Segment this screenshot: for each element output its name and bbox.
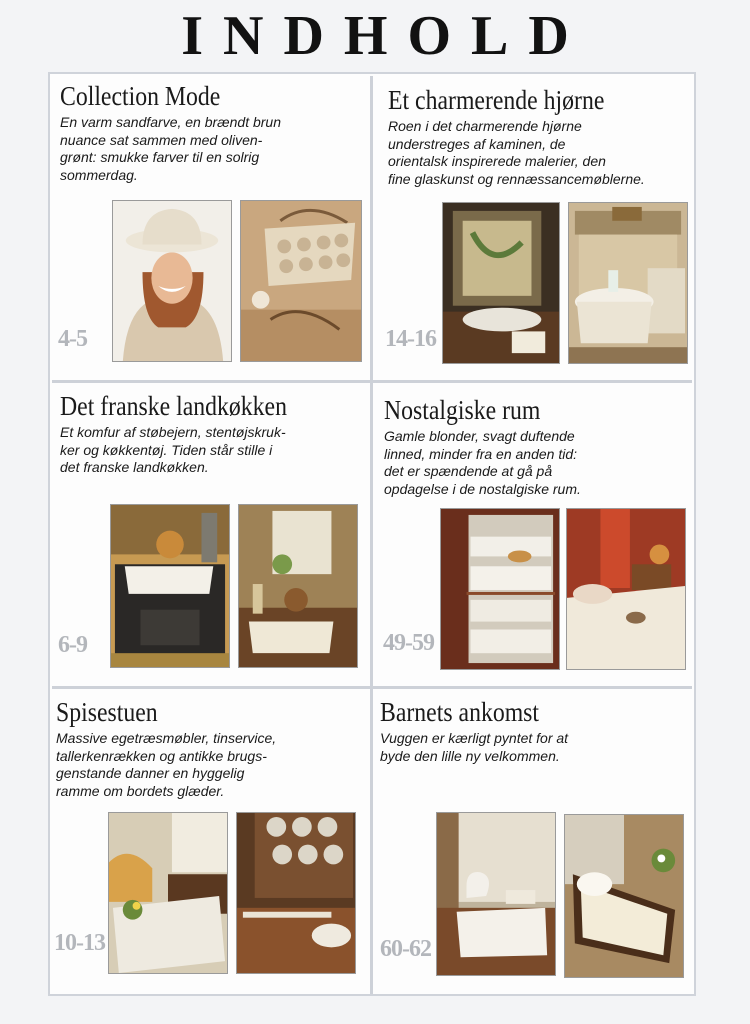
photo-crochet-bag <box>240 200 362 362</box>
photo-dining-table <box>108 812 228 974</box>
section-description: Et komfur af støbejern, stentøjskruk- ker og køkkentøj. Tiden står stille i det franske landkøkken. <box>60 424 286 475</box>
page-range: 14-16 <box>385 326 436 352</box>
section-title: Spisestuen <box>56 697 158 727</box>
section-description: Massive egetræsmøbler, tinservice, tallerkenrækken og antikke brugs- genstande danner en hyggelig ramme om bordets glæder. <box>56 730 277 799</box>
section-title: Det franske landkøkken <box>60 391 287 421</box>
section-description: Roen i det charmerende hjørne understreges af kaminen, de orientalsk inspirerede malerier, den fine glaskunst og rennæssancemøblerne. <box>388 118 645 187</box>
page-range: 4-5 <box>58 326 87 352</box>
photo-fireplace-table <box>442 202 560 364</box>
photo-linen-cupboard <box>440 508 560 670</box>
photo-woman-in-hat <box>112 200 232 362</box>
page-range: 10-13 <box>54 930 105 956</box>
page-range: 49-59 <box>383 630 434 656</box>
photo-cradle <box>564 814 684 978</box>
page-range: 6-9 <box>58 632 87 658</box>
photo-lace-bedspread <box>566 508 686 670</box>
row-divider-1 <box>52 380 692 383</box>
photo-washstand <box>436 812 556 976</box>
section-description: Vuggen er kærligt pyntet for at byde den lille ny velkommen. <box>380 730 569 764</box>
photo-plate-rack <box>236 812 356 974</box>
section-title: Et charmerende hjørne <box>388 85 605 115</box>
photo-kitchen-shelf <box>238 504 358 668</box>
section-title: Collection Mode <box>60 81 221 111</box>
section-description: En varm sandfarve, en brændt brun nuance sat sammen med oliven- grønt: smukke farver til en solrig sommerdag. <box>60 114 282 183</box>
section-title: Barnets ankomst <box>380 697 540 727</box>
page-range: 60-62 <box>380 936 431 962</box>
section-description: Gamle blonder, svagt duftende linned, minder fra en anden tid: det er spændende at gå på opdagelse i de nostalgiske rum. <box>384 428 581 497</box>
row-divider-2 <box>52 686 692 689</box>
section-title: Nostalgiske rum <box>384 395 541 425</box>
column-divider <box>370 76 373 994</box>
photo-cast-iron-stove <box>110 504 230 668</box>
photo-lace-tablecloth <box>568 202 688 364</box>
page-title: INDHOLD <box>181 5 589 67</box>
